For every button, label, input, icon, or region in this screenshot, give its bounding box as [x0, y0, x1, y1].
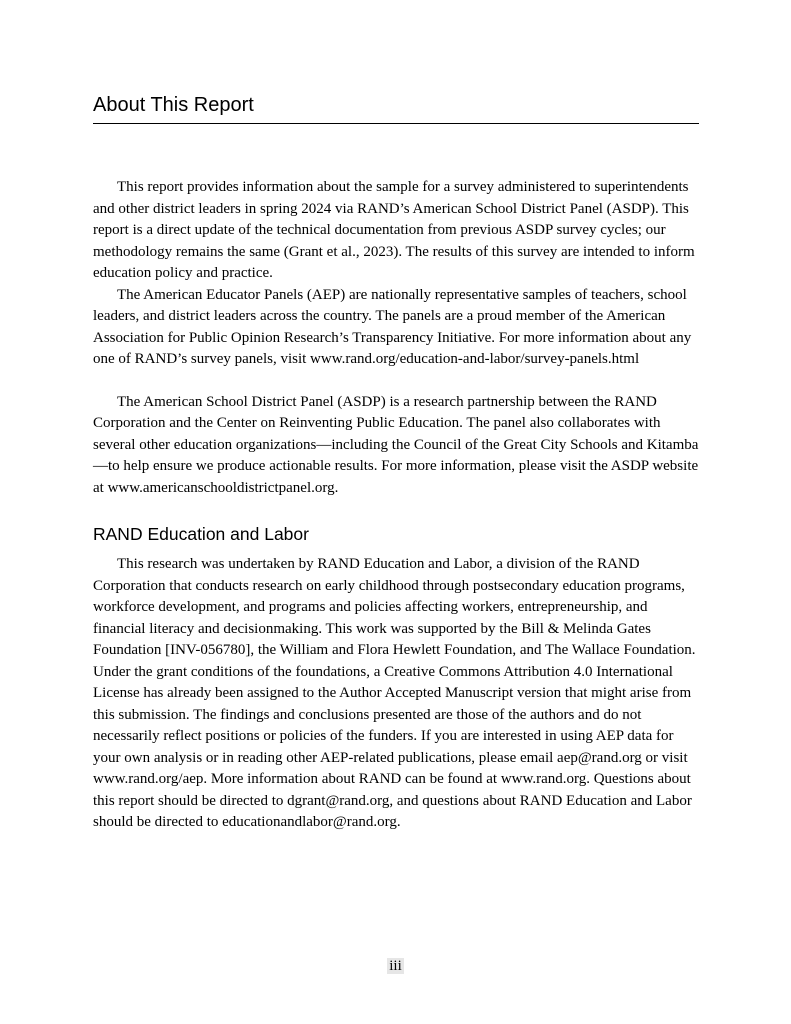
- about-paragraph-3: The American School District Panel (ASDP) is a research partnership between the RAND Corporation and the Center on Reinventing Public Education. The panel also collaborates with several other education organizations—including the Council of the Great City Schools and Kitamba—to help ensure we produce actionable results. For more information, please visit the ASDP website at www.americanschooldistrictpanel.org.: [93, 393, 699, 496]
- page-number-label: iii: [389, 958, 402, 974]
- title-divider: [93, 123, 699, 124]
- subsection-title: RAND Education and Labor: [93, 524, 309, 544]
- rand-education-paragraph: This research was undertaken by RAND Education and Labor, a division of the RAND Corporation that conducts research on early childhood through postsecondary education programs, workforce development, and programs and policies affecting workers, entrepreneurship, and financial literacy and decisionmaking. This work was supported by the Bill & Melinda Gates Foundation [INV-056780], the William and Flora Hewlett Foundation, and The Wallace Foundation. Under the grant conditions of the foundations, a Creative Commons Attribution 4.0 International License has already been assigned to the Author Accepted Manuscript version that might arise from this submission. The findings and conclusions presented are those of the authors and do not necessarily reflect positions or policies of the funders. If you are interested in using AEP data for your own analysis or in reading other AEP-related publications, please email aep@rand.org or visit www.rand.org/aep. More information about RAND can be found at www.rand.org. Questions about this report should be directed to dgrant@rand.org, and questions about RAND Education and Labor should be directed to educationandlabor@rand.org.: [93, 556, 696, 830]
- page-number: [0, 956, 791, 976]
- about-paragraph-1: This report provides information about the sample for a survey administered to superintendents and other district leaders in spring 2024 via RAND’s American School District Panel (ASDP). This report is a direct update of the technical documentation from previous ASDP survey cycles; our methodology remains the same (Grant et al., 2023). The results of this survey are intended to inform education policy and practice.: [93, 179, 695, 281]
- about-paragraph-2: The American Educator Panels (AEP) are nationally representative samples of teachers, school leaders, and district leaders across the country. The panels are a proud member of the American Association for Public Opinion Research’s Transparency Initiative. For more information about any one of RAND’s survey panels, visit www.rand.org/education-and-labor/survey-panels.html: [93, 286, 692, 367]
- section-title: About This Report: [93, 94, 254, 116]
